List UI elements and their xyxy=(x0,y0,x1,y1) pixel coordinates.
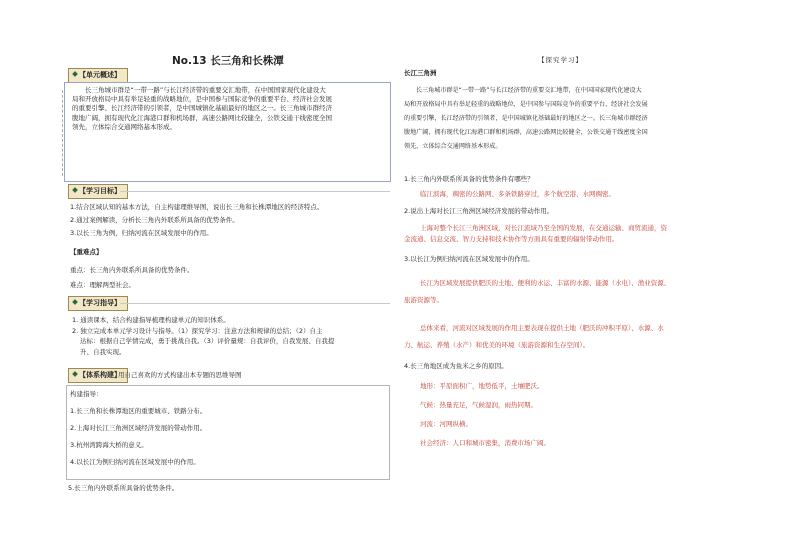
system-after-line: 5.长三角内外联系所具备的优势条件。 xyxy=(68,484,179,492)
goal-line: 3.以长三角为例，归纳河流在区域发展中的作用。 xyxy=(70,229,213,237)
case-line: 领先，立体综合交通网络基本形成。 xyxy=(404,143,502,150)
answer-4-line: 河流：河网纵横。 xyxy=(420,420,472,428)
answer-3b-line: 总体来看，河流对区域发展的作用主要表现在提供土地（肥沃的冲积平原）、水源、水 xyxy=(420,324,664,332)
section-tag-guide: 【学习指导】 xyxy=(68,296,128,311)
overview-line: 长三角城市群是“一带一路”与长江经济带的重要交汇地带，在中国国家现代化建设大 xyxy=(85,86,326,94)
section-tag-overview: 【单元概述】 xyxy=(68,68,128,83)
guide-line: 升、自我实现。 xyxy=(80,347,126,356)
answer-2 xyxy=(404,223,667,245)
system-guide-line: 4.以长江为例归纳河流在区域发展中的作用。 xyxy=(70,458,200,466)
question-3: 3.以长江为例归纳河流在区域发展中的作用。 xyxy=(404,255,534,263)
answer-4-line: 地形：平原面积广，地势低平，土壤肥沃。 xyxy=(420,382,544,390)
goal-line: 2.通过案例解读，分析长三角内外联系所具备的优势条件。 xyxy=(70,216,239,224)
guide-rule xyxy=(120,303,390,304)
goals-rule xyxy=(120,191,390,192)
goals-text xyxy=(70,201,323,240)
overview-line: 局和开放格局中具有举足轻重的战略地位，是中国参与国际竞争的重要平台、经济社会发展 xyxy=(72,95,332,104)
page-title: No.13 长三角和长株潭 xyxy=(172,55,284,67)
right-header: 【探究学习】 xyxy=(538,56,583,64)
system-guide-line: 3.杭州湾跨海大桥的意义。 xyxy=(70,441,148,449)
overview-line: 领先，立体综合交通网络基本形成。 xyxy=(72,122,176,131)
answer-1: 临江滨海，稠密的公路网、多条铁路穿过，多个航空港、水网稠密。 xyxy=(420,190,615,198)
keypoint-line: 重点：长三角内外联系所具备的优势条件。 xyxy=(70,266,194,274)
system-guide-line: 1.长三角和长株潭地区的重要城市、铁路分布。 xyxy=(70,407,207,415)
system-guide-text xyxy=(70,389,206,468)
case-line: 腹地广阔，拥有现代化江海港口群和机场群，高速公路网比较健全，公铁交通干线密度全国 xyxy=(404,129,648,136)
answer-3a-line: 长江为区域发展提供肥沃的土地、便利的水运、丰富的水源、能源（水电）、渔业资源、 xyxy=(420,279,671,287)
case-line: 的重要引擎，长江经济带的引领者，是中国城镇化基础最好的地区之一。长三角城市群经济 xyxy=(404,115,648,122)
system-guide-line: 2.上海对长江三角洲区域经济发展的带动作用。 xyxy=(70,424,207,432)
keypoints-text xyxy=(70,263,194,293)
keypoints-heading: 【重难点】 xyxy=(70,248,103,256)
answer-2-line: 上海对整个长江三角洲区域，对长江流域乃至全国的发展，在交通运输、商贸流通，资 xyxy=(420,224,667,232)
answer-3a-line: 旅游资源等。 xyxy=(404,296,443,304)
answer-3a xyxy=(404,275,670,309)
case-text xyxy=(404,84,648,154)
overview-line: 的重要引擎、长江经济带的引领者，是中国城镇化基础最好的地区之一。长三角城市群经济 xyxy=(72,104,332,113)
question-4: 4.长三角地区成为鱼米之乡的原因。 xyxy=(404,362,508,370)
answer-4-line: 社会经济：人口和城市密集，消费市场广阔。 xyxy=(420,439,550,447)
guide-line: 2. 独立完成本单元学习设计与指导。（1）探究学习：注意方法和规律的总结；（2）自主 xyxy=(72,326,323,335)
guide-line: 1. 通读课本，结合构建指导梳理构建单元的知识体系。 xyxy=(72,316,230,324)
case-line: 长三角城市群是“一带一路”与长江经济带的重要交汇地带，在中国国家现代化建设大 xyxy=(416,87,642,94)
answer-4 xyxy=(420,377,550,453)
answer-2-line: 金流通、信息交流、智力支持和技术协作等方面具有重要的辐射带动作用。 xyxy=(404,235,619,243)
answer-3b xyxy=(404,320,664,354)
section-tag-system: 【体系构建】 xyxy=(68,368,128,383)
system-guide-line: 构建指导： xyxy=(70,390,103,398)
section-tag-goals: 【学习目标】 xyxy=(68,184,128,199)
overview-left-rule xyxy=(62,90,63,176)
question-1: 1.长三角内外联系所具备的优势条件有哪些？ xyxy=(404,175,534,183)
case-title: 长江三角洲 xyxy=(404,69,437,77)
goal-line: 1.结合区域认知的基本方法，自主构建理维导图，说出长三角和长株潭地区的经济特点。 xyxy=(70,203,324,211)
overview-line: 腹地广阔，拥有现代化江海港口群和机场群，高速公路网比较健全，公铁交通干线密度全国 xyxy=(72,113,332,122)
answer-4-line: 气候：热量充足，气候湿润，雨热同期。 xyxy=(420,401,537,409)
answer-3b-line: 力、航运、养殖（水产）和优美的环境（旅游资源和生存空间）。 xyxy=(404,341,590,349)
overview-text xyxy=(72,86,332,132)
guide-line: 达标：根据自己学情完成，勇于挑战自我。（3）评价量规：自我评价，自我发展、自我提 xyxy=(80,337,335,345)
system-intro: 用自己喜欢的方式构建出本专题的思维导图 xyxy=(118,371,242,379)
case-line: 局和开放格局中具有举足轻重的战略地位，是中国参与国际竞争的重要平台、经济社会发展 xyxy=(404,101,648,108)
question-2: 2.说出上海对长江三角洲区域经济发展的带动作用。 xyxy=(404,207,554,215)
guide-text xyxy=(72,315,334,357)
keypoint-line: 难点：理解两型社会。 xyxy=(70,281,135,289)
